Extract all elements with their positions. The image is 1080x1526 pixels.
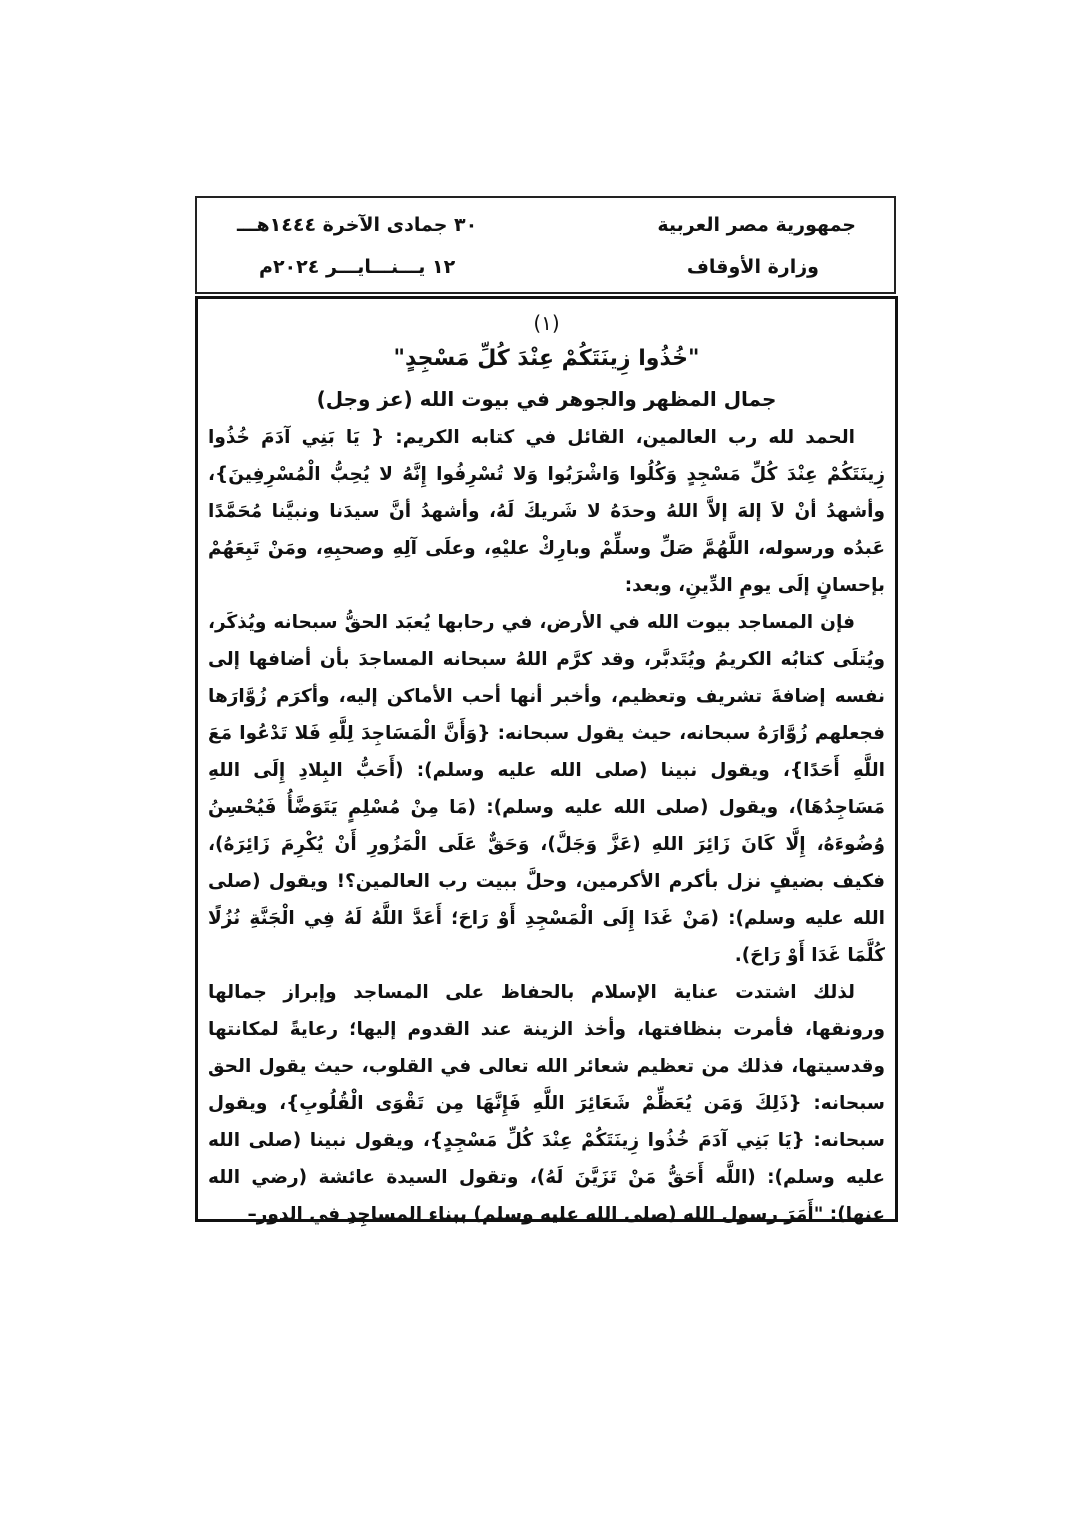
ministry-name: وزارة الأوقاف xyxy=(686,256,819,278)
sermon-box xyxy=(195,296,898,1225)
paragraph-intro: الحمد لله رب العالمين، القائل في كتابه الكريم: { يَا بَنِي آدَمَ خُذُوا زِينَتَكُمْ عِنْدَ كُلِّ مَسْجِدٍ وَكُلُوا وَاشْرَبُوا وَلا تُسْرِفُوا إِنَّهُ لا يُحِبُّ الْمُسْرِفِينَ}، وأشهدُ أنْ لاَ إلهَ إلاَّ اللهُ وحدَهُ لا شَريكَ لَهُ، وأشهدُ أنَّ سيدَنا ونبيَّنا مُحَمَّدًا عَبدُه ورسوله، اللَّهُمَّ صَلِّ وسلِّمْ وبارِكْ عليْهِ، وعلَى آلِهِ وصحبِهِ، ومَنْ تَبِعَهُمْ بإحسانٍ إلَى يومِ الدِّينِ، وبعد: xyxy=(208,427,885,596)
paragraph-care: لذلك اشتدت عناية الإسلام بالحفاظ على المساجد وإبراز جمالها ورونقها، فأمرت بنظافتها، وأخذ الزينة عند القدوم إليها؛ رعايةً لمكانتها وقدسيتها، فذلك من تعظيم شعائر الله تعالى في القلوب، حيث يقول الحق سبحانه: {ذَلِكَ وَمَن يُعَظِّمْ شَعَائِرَ اللَّهِ فَإِنَّهَا مِن تَقْوَى الْقُلُوبِ}، ويقول سبحانه: {يَا بَنِي آدَمَ خُذُوا زِينَتَكُمْ عِنْدَ كُلِّ مَسْجِدٍ}، ويقول نبينا (صلى الله عليه وسلم): (اللَّه أَحَقُّ مَنْ تَزَيَّنَ لَهُ)، وتقول السيدة عائشة (رضي الله عنها): "أَمَرَ رسول الله (صلى الله عليه وسلم) ببناء المساجِدِ في الدور– xyxy=(208,982,885,1225)
hijri-date: ٣٠ جمادى الآخرة ١٤٤٤هـــ xyxy=(237,214,478,236)
country-name: جمهورية مصر العربية xyxy=(657,214,856,236)
header-box xyxy=(195,196,896,294)
gregorian-date: ١٢ يـــنـــايـــر ٢٠٢٤م xyxy=(259,256,456,278)
sermon-number: (١) xyxy=(533,311,560,335)
paragraph-mosques: فإن المساجد بيوت الله في الأرض، في رحابها يُعبَد الحقُّ سبحانه ويُذكَر، ويُتلَى كتابُه الكريمُ ويُتَدبَّر، وقد كرَّم اللهُ سبحانه المساجدَ بأن أضافها إلى نفسه إضافةَ تشريف وتعظيم، وأخبر أنها أحب الأماكن إليه، وأكرَم زُوَّارَها فجعلهم زُوَّارَهُ سبحانه، حيث يقول سبحانه: {وَأَنَّ الْمَسَاجِدَ لِلَّهِ فَلا تَدْعُوا مَعَ اللَّهِ أَحَدًا}، ويقول نبينا (صلى الله عليه وسلم): (أَحَبُّ البِلادِ إِلَى اللهِ مَسَاجِدُهَا)، ويقول (صلى الله عليه وسلم): (مَا مِنْ مُسْلِمٍ يَتَوَضَّأُ فَيُحْسِنُ وُضُوءَهُ، إِلَّا كَانَ زَائِرَ اللهِ (عَزَّ وَجَلَّ)، وَحَقٌّ عَلَى الْمَزُورِ أَنْ يُكْرِمَ زَائِرَهُ)، فكيف بضيفٍ نزل بأكرم الأكرمين، وحلَّ ببيت رب العالمين؟! ويقول (صلى الله عليه وسلم): (مَنْ غَدَا إِلَى الْمَسْجِدِ أَوْ رَاحَ؛ أَعَدَّ اللَّهُ لَهُ فِي الْجَنَّةِ نُزُلًا كُلَّمَا غَدَا أَوْ رَاحَ). xyxy=(208,612,885,966)
sermon-title: "خُذُوا زِينَتَكُمْ عِنْدَ كُلِّ مَسْجِدٍ" xyxy=(393,346,700,371)
sermon-subtitle: جمال المظهر والجوهر في بيوت الله (عز وجل) xyxy=(316,387,777,411)
